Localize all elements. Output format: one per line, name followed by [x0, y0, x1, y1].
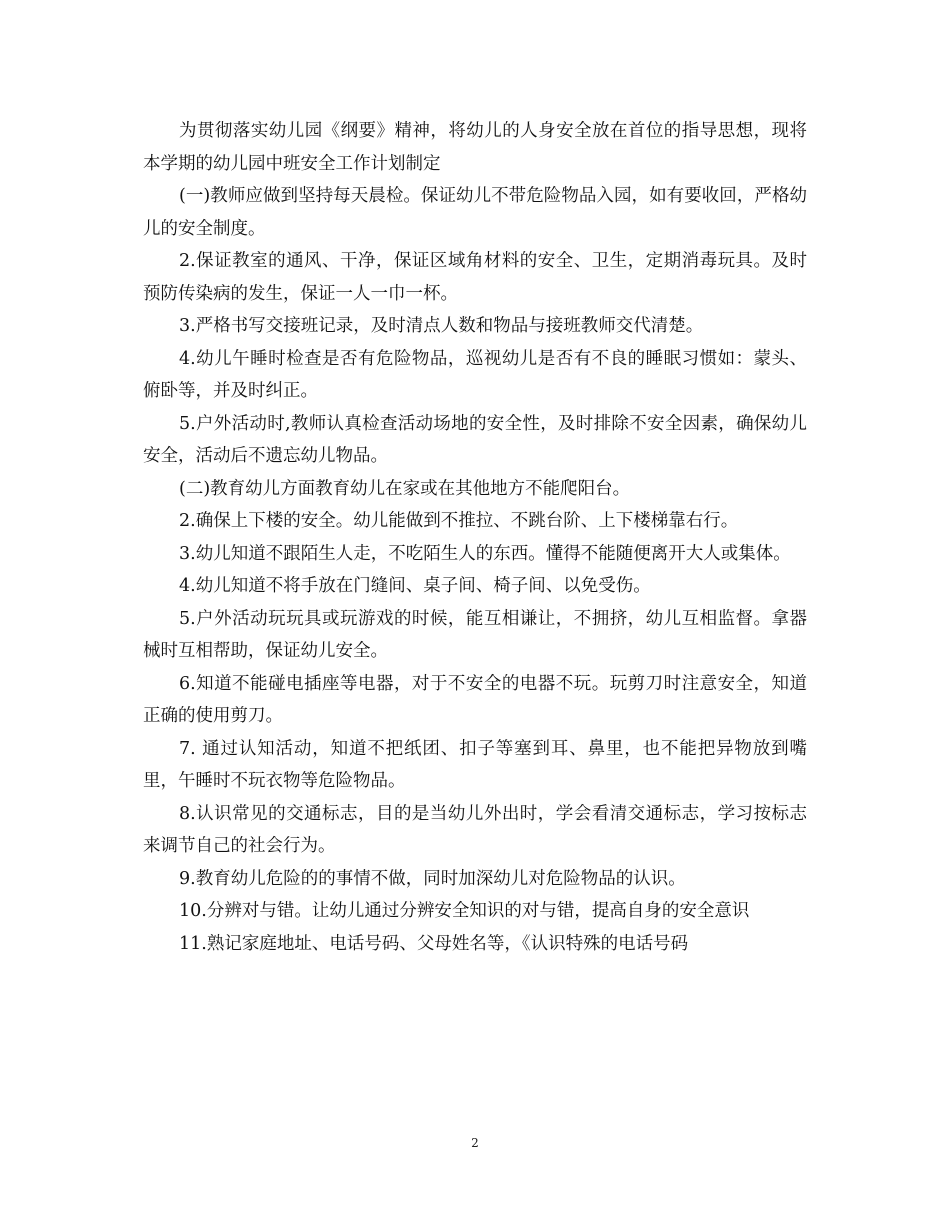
paragraph-section-1: (一)教师应做到坚持每天晨检。保证幼儿不带危险物品入园，如有要收回，严格幼儿的安全制度。: [143, 186, 807, 239]
paragraph-item: 4.幼儿知道不将手放在门缝间、桌子间、椅子间、以免受伤。: [179, 576, 651, 596]
paragraph-item: 2.确保上下楼的安全。幼儿能做到不推拉、不跳台阶、上下楼梯靠右行。: [179, 511, 739, 531]
paragraph-item: 4.幼儿午睡时检查是否有危险物品，巡视幼儿是否有不良的睡眠习惯如：蒙头、俯卧等，并及时纠正。: [143, 348, 807, 401]
page-number: 2: [471, 1136, 479, 1150]
paragraph-item: 10.分辨对与错。让幼儿通过分辨安全知识的对与错，提高自身的安全意识: [179, 901, 750, 921]
paragraph-item: 6.知道不能碰电插座等电器，对于不安全的电器不玩。玩剪刀时注意安全，知道正确的使用剪刀。: [143, 673, 807, 726]
paragraph-item: 9.教育幼儿危险的的事情不做，同时加深幼儿对危险物品的认识。: [179, 868, 686, 889]
document-body: [143, 115, 807, 960]
paragraph-section-2: (二)教育幼儿方面教育幼儿在家或在其他地方不能爬阳台。: [179, 478, 631, 499]
paragraph-intro: 为贯彻落实幼儿园《纲要》精神，将幼儿的人身安全放在首位的指导思想，现将本学期的幼儿园中班安全工作计划制定: [143, 121, 807, 174]
paragraph-item: 3.严格书写交接班记录，及时清点人数和物品与接班教师交代清楚。: [179, 316, 704, 336]
paragraph-item: 3.幼儿知道不跟陌生人走，不吃陌生人的东西。懂得不能随便离开大人或集体。: [179, 543, 791, 564]
paragraph-item: 2.保证教室的通风、干净，保证区域角材料的安全、卫生，定期消毒玩具。及时预防传染病的发生，保证一人一巾一杯。: [143, 251, 807, 304]
paragraph-item: 5.户外活动玩玩具或玩游戏的时候，能互相谦让，不拥挤，幼儿互相监督。拿器械时互相帮助，保证幼儿安全。: [143, 608, 807, 661]
paragraph-item: 7. 通过认知活动，知道不把纸团、扣子等塞到耳、鼻里，也不能把异物放到嘴里，午睡时不玩衣物等危险物品。: [143, 738, 807, 791]
paragraph-item: 5.户外活动时,教师认真检查活动场地的安全性，及时排除不安全因素，确保幼儿安全，活动后不遗忘幼儿物品。: [143, 413, 807, 466]
paragraph-item: 11.熟记家庭地址、电话号码、父母姓名等，《认识特殊的电话号码: [179, 933, 689, 954]
paragraph-item: 8.认识常见的交通标志，目的是当幼儿外出时，学会看清交通标志，学习按标志来调节自己的社会行为。: [143, 803, 807, 856]
